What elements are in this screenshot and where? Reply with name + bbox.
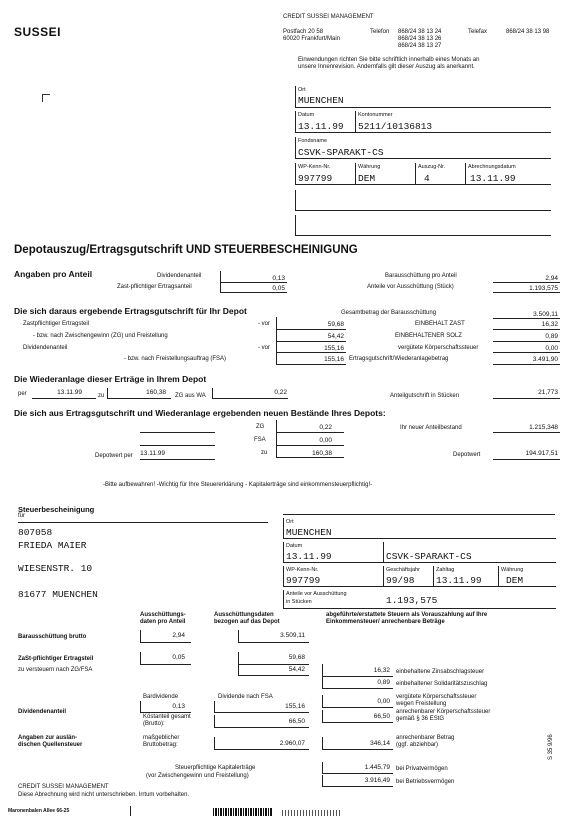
row-zgfsa-b: 54,42: [288, 666, 305, 673]
bardividende-label: Bardividende: [143, 694, 179, 700]
steuer-label-wp: WP-Kenn-Nr.: [286, 567, 319, 573]
steuer-heading: Steuerbescheinigung: [18, 505, 95, 514]
steuer-label-anteile-2: in Stücken: [286, 599, 312, 605]
sec4-bestand-label: Ihr neuer Anteilbestand: [400, 425, 462, 431]
sec3-zg-label: ZG aus WA: [175, 393, 206, 399]
massgeblich-label-1: maßgeblicher: [143, 735, 180, 741]
sec2-r-line-5: [493, 364, 560, 365]
row-zast-a: 0,05: [172, 654, 185, 661]
sec2-r-value-5: 3.491,90: [532, 356, 558, 363]
kst-label-2: (Brutto):: [143, 721, 165, 727]
sec2-zg-label: - bzw. nach Zwischengewinn (ZG) und Freistellung: [33, 333, 168, 339]
sec4-mid-line-3: [276, 457, 344, 458]
sec2-r-line-1: [493, 318, 560, 319]
dividend-label: Dividendenanteil: [157, 273, 202, 279]
label-waehrung: Währung: [358, 164, 381, 170]
sec3-per-line: [32, 398, 96, 399]
sec2-solz-label: EINBEHALTENER SOLZ: [395, 333, 462, 339]
tax-label-7: bei Betriebsvermögen: [396, 779, 455, 785]
objection-note-line2: unsere Innenrevision. Andernfalls gilt dieser Auszug als anerkannt.: [298, 64, 475, 70]
baraus-value: 2,94: [545, 275, 558, 282]
sec4-fsa-value: 0,00: [319, 437, 332, 444]
objection-note-line1: Einwendungen richten Sie bitte schriftlich innerhalb eines Monats an: [298, 57, 480, 63]
label-datum: Datum: [298, 112, 315, 118]
divfsa-value: 155,16: [285, 703, 305, 710]
row-zast-b: 59,68: [288, 654, 305, 661]
sec4-heading: Die sich aus Ertragsgutschrift und Wiederanlage ergebenden neuen Bestände Ihres Depots:: [14, 408, 386, 418]
sec2-r-value-2: 16,32: [541, 321, 558, 328]
sec4-depotwert-label: Depotwert: [453, 452, 481, 458]
address-window-corner: [42, 94, 50, 102]
sec1-zast-line: [220, 292, 287, 293]
telefon-number-3: 868/24 38 13 27: [398, 43, 442, 49]
sec2-r-value-4: 0,00: [545, 345, 558, 352]
dividendenanteil-label: Dividendenanteil: [18, 709, 67, 715]
steuer-value-waehrung: DEM: [506, 575, 524, 586]
page-title: Depotauszug/Ertragsgutschrift UND STEUERBESCHEINIGUNG: [14, 244, 358, 256]
sec3-zu-value: 160,38: [146, 389, 166, 396]
sec4-depot-per-label: Depotwert per: [95, 453, 133, 459]
sec4-zu-label: zu: [261, 450, 268, 456]
steuer-label-anteile-1: Anteile vor Ausschüttung: [286, 591, 347, 597]
sec3-zu-label: zu: [98, 393, 105, 399]
sec1-dividend-line: [220, 282, 287, 283]
steuer-value-ort: MUENCHEN: [286, 527, 332, 538]
table-header-2a: Ausschüttungsdaten: [214, 612, 274, 618]
sec4-depotwert-line: [493, 459, 560, 460]
sec2-zast-einbehalt-label: EINBEHALT ZAST: [415, 321, 465, 327]
sec4-mid-divider: [276, 420, 277, 457]
tax-label-4b: gemäß § 36 EStG: [396, 716, 445, 722]
sec4-zu-value: 160,38: [312, 450, 332, 457]
sec2-fsa-label: - bzw. nach Freistellungsauftrag (FSA): [124, 356, 227, 362]
sec1-anteile-line: [493, 292, 560, 293]
bank-name: CREDIT SUSSEI MANAGEMENT: [283, 14, 374, 20]
steuer-right-top-line: [283, 514, 555, 515]
sec2-zast-label: Zastpflichtiger Ertragsteil: [23, 321, 90, 327]
sec2-gutschrift-label: Ertragsgutschrift/Wiederanlagebetrag: [349, 356, 449, 362]
barcode-icon: [213, 808, 273, 816]
sec1-baraus-line: [493, 282, 560, 283]
steuer-value-gj: 99/98: [386, 575, 415, 586]
anteile-value: 1.193,575: [529, 285, 558, 292]
table-header-3a: abgeführte/erstattete Steuern als Vorauszahlung auf Ihre: [326, 612, 488, 618]
steuer-top-line: [18, 522, 268, 523]
sec2-koerp-label: vergütete Körperschaftssteuer: [398, 345, 479, 351]
tax-label-1: einbehaltene Zinsabschlagsteuer: [396, 669, 485, 675]
steuer-value-fonds: CSVK-SPARAKT-CS: [386, 551, 472, 562]
sec3-per-value: 13.11.99: [57, 389, 82, 396]
zast-value: 0,05: [272, 285, 285, 292]
sec2-zast-vor: - vor: [258, 321, 270, 327]
stpf-label-2: (vor Zwischengewinn und Freistellung): [146, 773, 249, 779]
tax-value-1: 16,32: [373, 667, 390, 674]
sec2-r-line-2: [493, 329, 560, 330]
sec2-r-line-4: [493, 352, 560, 353]
sec3-per-label: per: [18, 391, 27, 397]
sec4-zg-label: ZG: [256, 424, 265, 430]
sec4-bestand-line: [493, 432, 560, 433]
tax-value-7: 3.916,49: [364, 777, 390, 784]
sec4-fsa-label: FSA: [254, 437, 266, 443]
value-fonds: CSVK-SPARAKT-CS: [298, 147, 384, 158]
sec3-zg-line: [212, 398, 288, 399]
tax-value-5: 346,14: [370, 740, 390, 747]
recipient-city: 81677 MUENCHEN: [18, 589, 98, 600]
table-header-2b: bezogen auf das Depot: [214, 619, 280, 625]
tax-label-3b: wegen Freistellung: [396, 701, 447, 707]
sec2-value-2: 54,42: [327, 333, 344, 340]
kst-label-1: Köstanteil gesamt: [143, 714, 191, 720]
recipient-name: FRIEDA MAIER: [18, 540, 87, 551]
label-fonds: Fondsname: [298, 138, 328, 144]
steuer-value-datum: 13.11.99: [286, 551, 332, 562]
telefon-number-1: 868/24 38 13 24: [398, 29, 442, 35]
steuer-label-datum: Datum: [286, 543, 303, 549]
field-empty-1: [295, 190, 551, 211]
sec4-bestand-value: 1.215,348: [529, 424, 558, 431]
zast-label: Zast-pflichtiger Ertragsanteil: [117, 284, 192, 290]
label-ort: Ort: [298, 87, 306, 93]
dividend-value: 0,13: [272, 275, 285, 282]
steuer-fuer: für: [18, 513, 26, 519]
sec3-heading: Die Wiederanlage dieser Erträge in Ihrem Depot: [14, 374, 207, 384]
bank-address-line2: 60020 Frankfurt/Main: [283, 36, 341, 42]
tax-label-3a: vergütete Körperschaftssteuer: [396, 694, 477, 700]
tax-label-6: bei Privatvermögen: [396, 766, 448, 772]
label-konto: Kontonummer: [358, 112, 393, 118]
sec2-line-2: [276, 341, 346, 342]
footer-side-code: S 35 9/96: [548, 734, 554, 760]
sec2-gesamt-label: Gesamtbetrag der Barausschüttung: [341, 310, 437, 316]
sec1-heading: Angaben pro Anteil: [14, 269, 93, 279]
steuer-value-anteile: 1.193,575: [386, 595, 438, 606]
row-zgfsa-label: zu versteuern nach ZG/FSA: [18, 667, 93, 673]
footer-bank: CREDIT SUSSEI MANAGEMENT: [18, 784, 109, 790]
tax-label-5a: anrechenbarer Betrag: [396, 735, 455, 741]
sec4-depot-per-line: [140, 459, 215, 460]
value-datum: 13.11.99: [298, 121, 344, 132]
tax-notice: -Bitte aufbewahren! -Wichtig für Ihre Steuererklärung - Kapitalerträge sind einkommensteuerpflichtig!-: [103, 482, 373, 488]
recipient-id: 807058: [18, 527, 53, 538]
sec2-value-1: 59,68: [327, 321, 344, 328]
table-header-1b: daten pro Anteil: [140, 619, 186, 625]
row-barausschuettung-label: Barausschüttung brutto: [18, 634, 87, 640]
field-empty-2: [295, 215, 551, 236]
sec2-line-1: [276, 329, 346, 330]
sec2-value-4: 155,16: [324, 356, 344, 363]
value-wpkenn: 997799: [298, 173, 333, 184]
footer-tick: [130, 806, 131, 816]
sec2-r-value-1: 3.509,11: [533, 311, 558, 318]
steuer-value-zahltag: 13.11.99: [436, 575, 482, 586]
sec2-line-3: [276, 352, 346, 353]
steuer-value-wp: 997799: [286, 575, 321, 586]
tax-label-5b: (ggf. abziehbar): [396, 742, 439, 748]
sec4-mid-line-1: [276, 432, 344, 433]
table-header-1a: Ausschüttungs-: [140, 612, 186, 618]
baraus-label: Barausschüttung pro Anteil: [385, 273, 457, 279]
footer-address: Maronenbalen Allee 66-25: [8, 808, 70, 814]
bank-logo: SUSSEI: [14, 25, 62, 39]
footer-note: Diese Abrechnung wird nicht unterschrieben. Irrtum vorbehalten.: [18, 792, 190, 798]
label-wpkenn: WP-Kenn-Nr.: [298, 164, 331, 170]
massgeblich-value: 2.960,07: [279, 740, 305, 747]
steuer-label-gj: Geschäftsjahr: [386, 567, 420, 573]
sec2-r-line-3: [493, 341, 560, 342]
telefax-label: Telefax: [468, 29, 488, 35]
stpf-label-1: Steuerpflichtige Kapitalerträge: [175, 765, 256, 771]
value-abrechnungsdatum: 13.11.99: [470, 173, 516, 184]
sec4-depotwert-value: 194.917,51: [525, 450, 558, 457]
tax-value-3: 0,00: [377, 698, 390, 705]
bardividende-value: 0,13: [172, 703, 185, 710]
sec4-mid-line-2: [276, 445, 344, 446]
value-auszug: 4: [424, 173, 430, 184]
anteile-label: Anteile vor Ausschüttung (Stück): [367, 284, 454, 290]
sec2-line-4: [276, 364, 346, 365]
tax-value-2: 0,89: [377, 679, 390, 686]
sec3-zg-value: 0,22: [274, 389, 287, 396]
kst-value: 66,50: [288, 718, 305, 725]
barcode-strip-icon: [282, 810, 342, 816]
sec4-left-line-1: [140, 432, 215, 433]
sec3-anteil-line: [493, 398, 560, 399]
value-waehrung: DEM: [358, 173, 376, 184]
sec2-value-3: 155,16: [324, 345, 344, 352]
sec2-heading: Die sich daraus ergebende Ertragsgutschrift für Ihr Depot: [14, 306, 247, 316]
sec3-anteil-label: Anteilgutschrift in Stücken: [390, 393, 460, 399]
ausl-label-2: dischen Quellensteuer: [18, 742, 83, 748]
tax-label-4a: anrechenbarer Körperschaftssteuer: [396, 709, 491, 715]
row-zast-label: ZaSt-pflichtiger Ertragsteil: [18, 656, 94, 662]
ausl-label-1: Angaben zur auslän-: [18, 735, 78, 741]
value-konto: 5211/10136813: [358, 121, 433, 132]
label-auszug: Auszug-Nr.: [418, 164, 446, 170]
value-ort: MUENCHEN: [298, 95, 344, 106]
sec3-zu-line: [107, 398, 171, 399]
row-barausschuettung-b: 3.509,11: [280, 632, 305, 639]
sec2-r-value-3: 0,89: [545, 333, 558, 340]
sec4-depot-per-value: 13.11.99: [140, 450, 165, 457]
label-abrechnungsdatum: Abrechnungsdatum: [468, 164, 516, 170]
sec2-div-vor: - vor: [258, 345, 270, 351]
sec2-div-label: Dividendenanteil: [23, 345, 68, 351]
steuer-label-zahltag: Zahltag: [436, 567, 455, 573]
massgeblich-label-2: Bruttobetrag:: [143, 742, 178, 748]
sec4-zg-value: 0,22: [319, 424, 332, 431]
steuer-label-waehrung: Währung: [501, 567, 524, 573]
telefon-label: Telefon: [370, 29, 390, 35]
row-barausschuettung-a: 2,94: [172, 632, 185, 639]
tax-label-2: einbehaltener Solidaritätszuschlag: [396, 681, 488, 687]
sec4-left-line-2: [140, 445, 215, 446]
recipient-street: WIESENSTR. 10: [18, 563, 93, 574]
bank-address-line1: Postfach 20 58: [283, 29, 324, 35]
telefax-number: 868/24 38 13 98: [506, 29, 550, 35]
sec3-anteil-value: 21,773: [538, 389, 558, 396]
tax-value-6: 1.445,79: [364, 764, 390, 771]
steuer-label-ort: Ort: [286, 519, 294, 525]
table-header-3b: Einkommensteuer/ anrechenbare Beträge: [326, 619, 445, 625]
telefon-number-2: 868/24 38 13 26: [398, 36, 442, 42]
tax-value-4: 66,50: [373, 713, 390, 720]
divfsa-label: Dividende nach FSA: [218, 694, 273, 700]
